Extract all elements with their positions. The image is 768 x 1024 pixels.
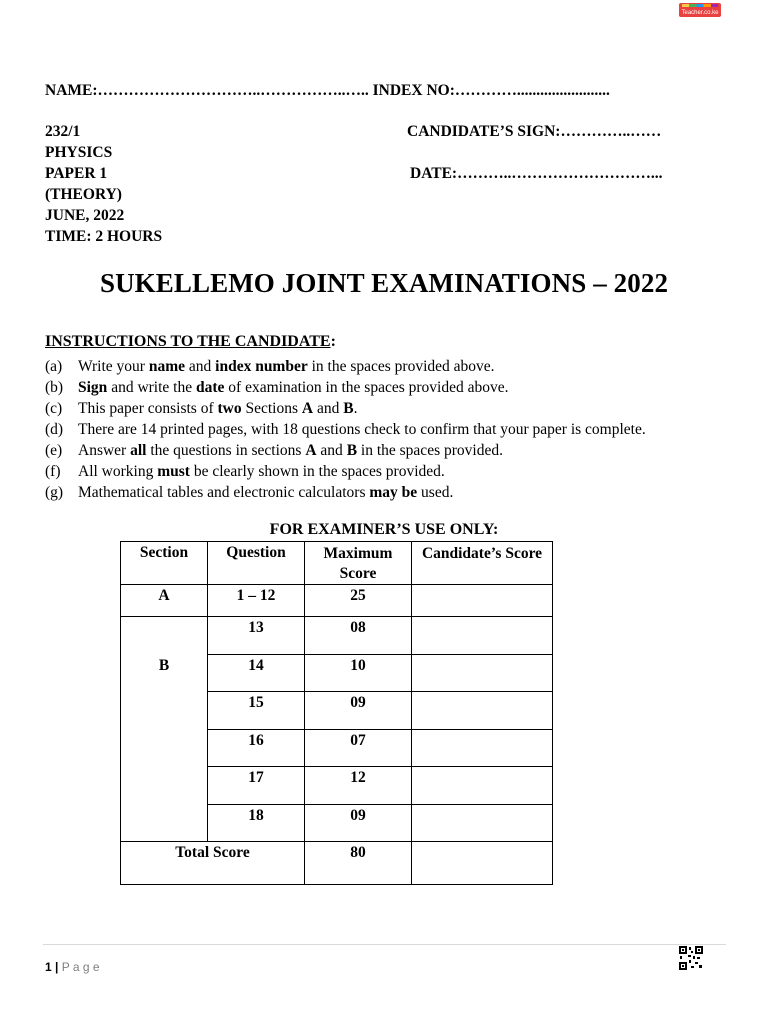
page-label: P a g e <box>61 960 100 974</box>
instruction-emphasis: name <box>148 358 185 375</box>
instruction-text: be clearly shown in the spaces provided. <box>189 463 445 480</box>
instruction-emphasis: B <box>343 400 354 417</box>
candidate-score-cell[interactable] <box>412 730 553 767</box>
paper-type: (THEORY) <box>45 186 122 203</box>
total-score-label: Total Score <box>121 842 305 885</box>
qr-code-icon <box>679 946 703 970</box>
header-maximum-score: Maximum Score <box>305 542 412 585</box>
instruction-emphasis: must <box>157 463 190 480</box>
header-section: Section <box>121 542 208 585</box>
date-field: DATE:………..………………………... <box>410 165 663 182</box>
table-row <box>121 617 553 655</box>
name-index-field: NAME:…………………………..……………..….. INDEX NO:…………........................ <box>45 82 610 99</box>
instruction-text: . <box>353 400 358 417</box>
instruction-text: in the spaces provided. <box>357 442 503 459</box>
max-score-cell: 25 <box>305 585 412 617</box>
instruction-emphasis: two <box>217 400 242 417</box>
max-score-cell: 10 <box>305 655 412 692</box>
paper-code: 232/1 <box>45 123 81 140</box>
instruction-label: (c) <box>45 400 63 417</box>
instruction-text: There are 14 printed pages, with 18 questions check to confirm that your paper is complete. <box>78 421 646 438</box>
instruction-label: (e) <box>45 442 63 459</box>
total-row <box>121 842 553 885</box>
instruction-text: Write your <box>78 358 149 375</box>
instruction-item <box>45 398 646 419</box>
candidate-score-cell[interactable] <box>412 655 553 692</box>
instruction-text: Mathematical tables and electronic calculators <box>78 484 370 501</box>
subject: PHYSICS <box>45 144 113 161</box>
max-score-cell: 09 <box>305 692 412 730</box>
instruction-text: and write the <box>107 379 196 396</box>
candidate-score-cell[interactable] <box>412 805 553 842</box>
instruction-label: (f) <box>45 463 61 480</box>
examiner-score-table <box>120 541 553 885</box>
footer-divider <box>43 944 726 945</box>
instruction-text: All working <box>78 463 158 480</box>
page-footer: 1 | P a g e <box>45 960 100 974</box>
teacher-logo: Teacher.co.ke <box>679 3 721 17</box>
page-number: 1 <box>45 960 52 974</box>
instruction-item <box>45 482 646 503</box>
instruction-text: used. <box>417 484 454 501</box>
candidate-score-cell[interactable] <box>412 585 553 617</box>
examiner-heading: FOR EXAMINER’S USE ONLY: <box>269 521 499 538</box>
instruction-text: and <box>185 358 216 375</box>
question-cell: 17 <box>208 767 305 805</box>
candidate-score-cell[interactable] <box>412 767 553 805</box>
question-cell: 1 – 12 <box>208 585 305 617</box>
header-candidate-score: Candidate’s Score <box>412 542 553 585</box>
instruction-emphasis: Sign <box>78 379 108 396</box>
question-cell: 18 <box>208 805 305 842</box>
section-b: B <box>121 617 208 842</box>
instruction-emphasis: date <box>195 379 225 396</box>
instruction-label: (a) <box>45 358 63 375</box>
instructions-list <box>45 356 646 503</box>
instruction-label: (g) <box>45 484 64 501</box>
table-row <box>121 585 553 617</box>
instruction-emphasis: A <box>305 442 317 459</box>
max-score-cell: 12 <box>305 767 412 805</box>
question-cell: 16 <box>208 730 305 767</box>
total-max-score: 80 <box>305 842 412 885</box>
instruction-text: and <box>316 442 347 459</box>
candidate-total-cell[interactable] <box>412 842 553 885</box>
question-cell: 13 <box>208 617 305 655</box>
instruction-item <box>45 419 646 440</box>
instruction-text: and <box>313 400 344 417</box>
instruction-item <box>45 356 646 377</box>
section-a: A <box>121 585 208 617</box>
instruction-item <box>45 440 646 461</box>
instruction-text: the questions in sections <box>146 442 306 459</box>
exam-title: SUKELLEMO JOINT EXAMINATIONS – 2022 <box>99 268 669 298</box>
exam-time: TIME: 2 HOURS <box>45 228 163 245</box>
exam-month: JUNE, 2022 <box>45 207 125 224</box>
instruction-text: This paper consists of <box>78 400 218 417</box>
candidate-score-cell[interactable] <box>412 692 553 730</box>
instruction-item <box>45 377 646 398</box>
question-cell: 14 <box>208 655 305 692</box>
instructions-heading: INSTRUCTIONS TO THE CANDIDATE: <box>45 333 336 350</box>
instruction-label: (b) <box>45 379 64 396</box>
instruction-text: Sections <box>241 400 302 417</box>
instruction-emphasis: A <box>301 400 314 417</box>
instruction-emphasis: all <box>130 442 147 459</box>
question-cell: 15 <box>208 692 305 730</box>
instruction-emphasis: may be <box>369 484 418 501</box>
max-score-cell: 09 <box>305 805 412 842</box>
instruction-text: in the spaces provided above. <box>307 358 495 375</box>
instruction-label: (d) <box>45 421 64 438</box>
instruction-emphasis: B <box>346 442 358 459</box>
candidate-score-cell[interactable] <box>412 617 553 655</box>
header-question: Question <box>208 542 305 585</box>
max-score-cell: 07 <box>305 730 412 767</box>
instruction-item <box>45 461 646 482</box>
candidate-sign-field: CANDIDATE’S SIGN:…………..…… <box>407 123 662 140</box>
table-header-row <box>121 542 553 585</box>
max-score-cell: 08 <box>305 617 412 655</box>
instruction-emphasis: index number <box>215 358 308 375</box>
instruction-text: Answer <box>78 442 131 459</box>
instruction-text: of examination in the spaces provided above. <box>224 379 509 396</box>
paper-number: PAPER 1 <box>45 165 108 182</box>
